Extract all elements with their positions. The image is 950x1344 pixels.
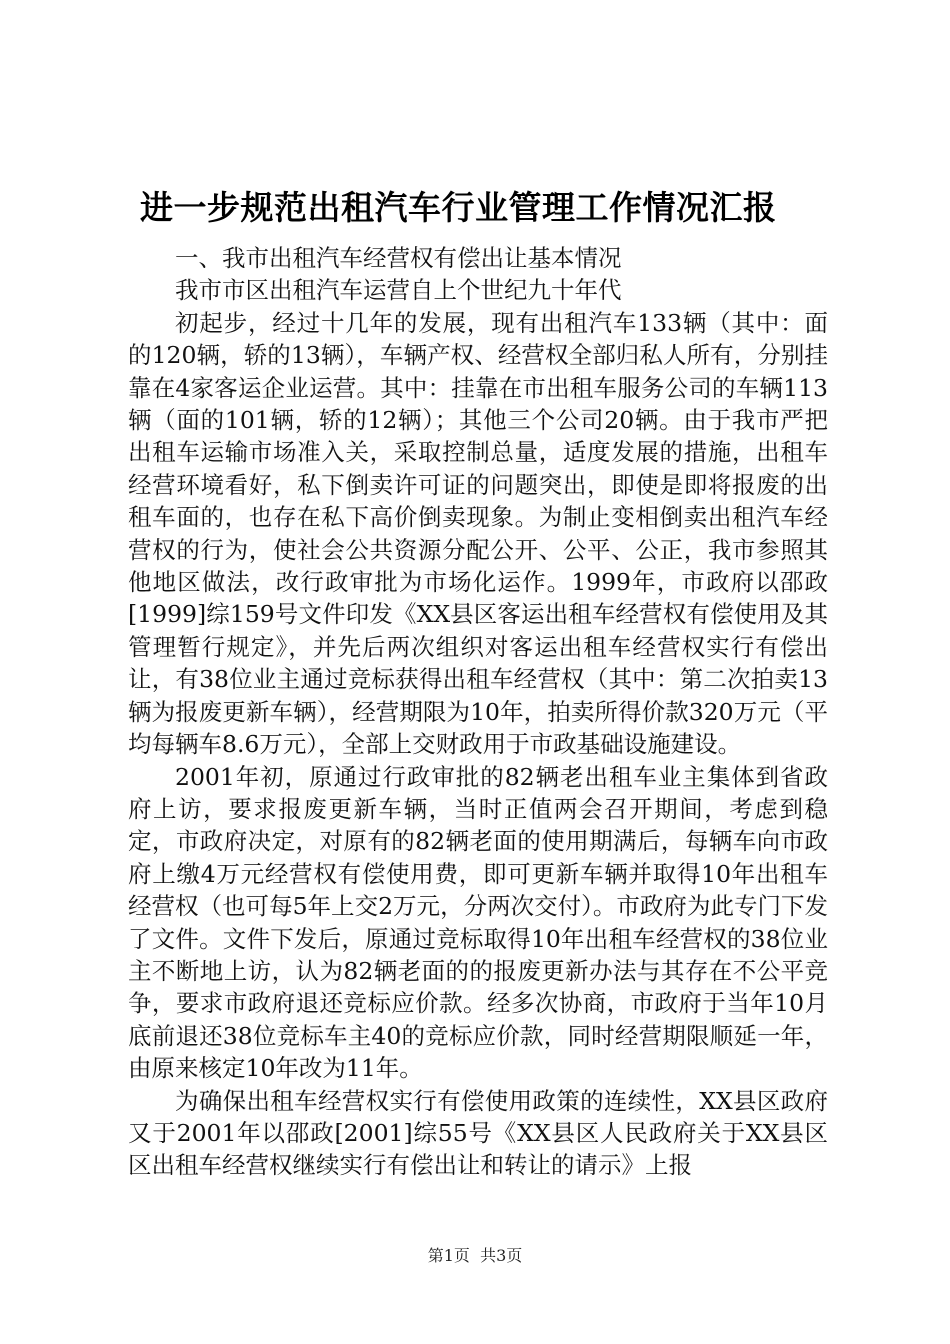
document-title: 进一步规范出租汽车行业管理工作情况汇报	[140, 188, 777, 227]
section-heading: 一、我市出租汽车经营权有偿出让基本情况	[175, 244, 622, 272]
document-page	[128, 180, 828, 1182]
paragraph: 为确保出租车经营权实行有偿使用政策的连续性，XX县区政府又于2001年以邵政[2001]综55号《XX县区人民政府关于XX县区区出租车经营权继续实行有偿出让和转让的请示》上报	[128, 1086, 828, 1180]
page-footer: 第1页 共3页	[427, 1246, 523, 1265]
paragraph: 2001年初，原通过行政审批的82辆老出租车业主集体到省政府上访，要求报废更新车辆，当时正值两会召开期间，考虑到稳定，市政府决定，对原有的82辆老面的使用期满后，每辆车向市政府上缴4万元经营权有偿使用费，即可更新车辆并取得10年出租车经营权（也可每5年上交2万元，分两次交付）。市政府为此专门下发了文件。文件下发后，原通过竞标取得10年出租车经营权的38位业主不断地上访，认为82辆老面的的报废更新办法与其存在不公平竞争，要求市政府退还竞标应价款。经多次协商，市政府于当年10月底前退还38位竞标车主40的竞标应价款，同时经营期限顺延一年，由原来核定10年改为11年。	[128, 762, 828, 1083]
document-body	[128, 242, 828, 1182]
paragraph: 我市市区出租汽车运营自上个世纪九十年代	[175, 276, 622, 305]
paragraph: 初起步，经过十几年的发展，现有出租汽车133辆（其中：面的120辆，轿的13辆），车辆产权、经营权全部归私人所有，分别挂靠在4家客运企业运营。其中：挂靠在市出租车服务公司的车辆113辆（面的101辆，轿的12辆）；其他三个公司20辆。由于我市严把出租车运输市场准入关，采取控制总量，适度发展的措施，出租车经营环境看好，私下倒卖许可证的问题突出，即使是即将报废的出租车面的，也存在私下高价倒卖现象。为制止变相倒卖出租汽车经营权的行为，使社会公共资源分配公开、公平、公正，我市参照其他地区做法，改行政审批为市场化运作。1999年，市政府以邵政[1999]综159号文件印发《XX县区客运出租车经营权有偿使用及其管理暂行规定》，并先后两次组织对客运出租车经营权实行有偿出让，有38位业主通过竞标获得出租车经营权（其中：第二次拍卖13辆为报废更新车辆），经营期限为10年，拍卖所得价款320万元（平均每辆车8.6万元），全部上交财政用于市政基础设施建设。	[128, 308, 828, 759]
